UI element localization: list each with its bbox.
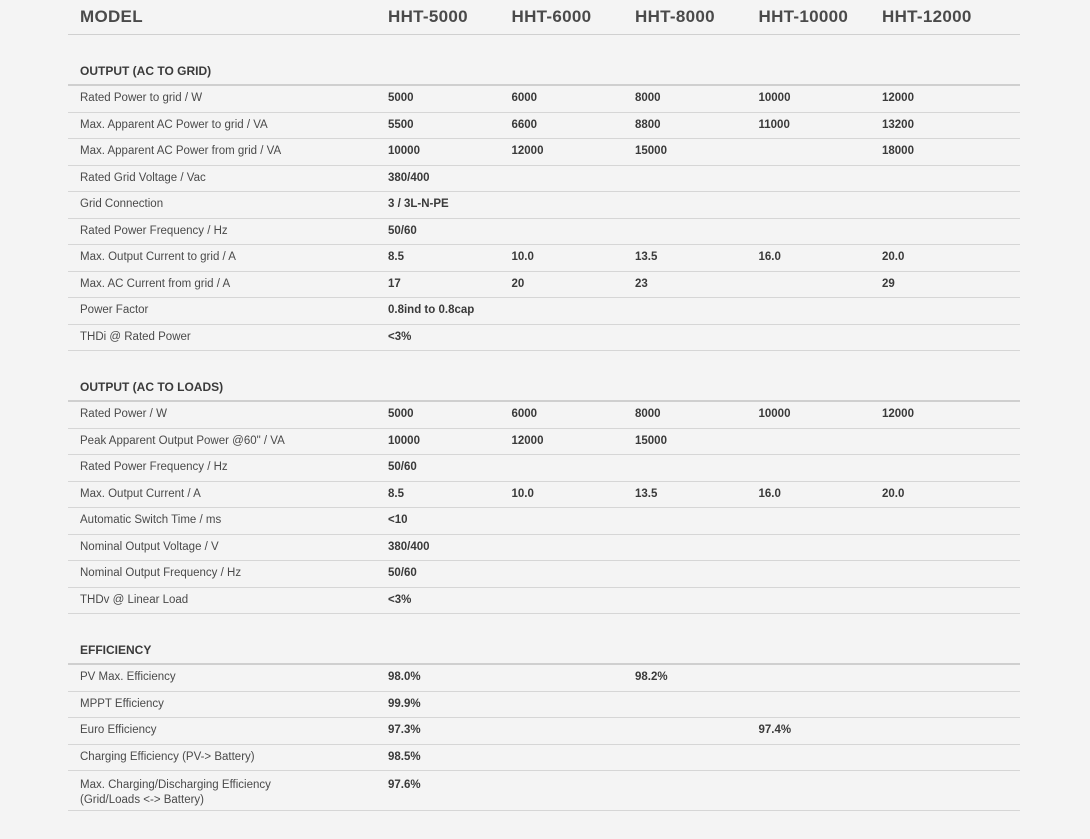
spec-row	[68, 245, 1020, 272]
spec-value: 380/400	[388, 540, 430, 553]
spec-sections	[68, 35, 1020, 811]
spec-row	[68, 665, 1020, 692]
spec-row	[68, 86, 1020, 113]
spec-value: 20.0	[882, 487, 905, 500]
spec-value: 6000	[511, 92, 538, 105]
spec-row	[68, 508, 1020, 535]
spec-value: 16.0	[758, 487, 781, 500]
spec-value: 17	[388, 277, 401, 290]
spec-value: 8.5	[388, 251, 404, 264]
spec-row	[68, 139, 1020, 166]
spec-row-label: Charging Efficiency (PV-> Battery)	[80, 750, 255, 763]
spec-row-label: Max. Output Current / A	[80, 487, 201, 500]
spec-row	[68, 535, 1020, 562]
spec-row-label: Nominal Output Frequency / Hz	[80, 567, 242, 580]
spec-value: 50/60	[388, 224, 417, 237]
spec-value: 20	[511, 277, 525, 290]
spec-row	[68, 402, 1020, 429]
spec-value: 10000	[758, 408, 791, 421]
spec-value: 13.5	[635, 251, 658, 264]
spec-value: 12000	[511, 145, 544, 158]
section-spacer	[68, 35, 1020, 61]
spec-value: 50/60	[388, 461, 417, 474]
spec-row	[68, 113, 1020, 140]
spec-row	[68, 192, 1020, 219]
spec-row	[68, 298, 1020, 325]
spec-row-label: MPPT Efficiency	[80, 697, 164, 710]
spec-value: 10.0	[511, 487, 534, 500]
spec-value: 8800	[635, 118, 661, 131]
spec-value: 3 / 3L-N-PE	[388, 198, 449, 211]
spec-value: 29	[882, 277, 895, 290]
section-title: EFFICIENCY	[68, 640, 1020, 665]
spec-row-label: Grid Connection	[80, 198, 164, 211]
spec-value: 6600	[511, 118, 538, 131]
spec-row-label: Max. Apparent AC Power from grid / VA	[80, 145, 282, 158]
spec-value: 8000	[635, 408, 661, 421]
spec-value: <3%	[388, 593, 412, 606]
spec-row	[68, 745, 1020, 772]
spec-value: 10000	[758, 92, 791, 105]
spec-row-label-line: (Grid/Loads <-> Battery)	[80, 794, 204, 806]
spec-row-label: Max. Apparent AC Power to grid / VA	[80, 118, 268, 131]
spec-row-label: THDi @ Rated Power	[80, 330, 191, 343]
spec-value: 13200	[882, 118, 914, 131]
spec-value: 12000	[511, 434, 544, 447]
spec-value: 8.5	[388, 487, 404, 500]
spec-row-label: Power Factor	[80, 304, 149, 317]
spec-row-label	[68, 778, 388, 808]
spec-value: 5000	[388, 92, 414, 105]
spec-row	[68, 166, 1020, 193]
spec-value: <10	[388, 514, 408, 527]
spec-value: 50/60	[388, 567, 417, 580]
section-spacer	[68, 351, 1020, 377]
spec-row	[68, 219, 1020, 246]
spec-value: 12000	[882, 408, 914, 421]
spec-value: 23	[635, 277, 648, 290]
spec-row-label: Euro Efficiency	[80, 724, 157, 737]
spec-value: 5500	[388, 118, 414, 131]
spec-value: 8000	[635, 92, 661, 105]
spec-row-label: Rated Grid Voltage / Vac	[80, 171, 206, 184]
spec-row	[68, 429, 1020, 456]
spec-row	[68, 588, 1020, 615]
spec-row	[68, 771, 1020, 811]
spec-value: 13.5	[635, 487, 658, 500]
spec-row	[68, 325, 1020, 352]
model-name: HHT-6000	[511, 7, 592, 26]
spec-value: 20.0	[882, 251, 905, 264]
spec-value: 97.6%	[388, 779, 421, 791]
model-name: HHT-12000	[882, 7, 972, 26]
spec-row	[68, 455, 1020, 482]
spec-value: 12000	[882, 92, 914, 105]
spec-value: 97.3%	[388, 724, 421, 737]
spec-value: 11000	[758, 118, 790, 131]
spec-row	[68, 272, 1020, 299]
section-title: OUTPUT (AC TO LOADS)	[68, 377, 1020, 402]
spec-value: 15000	[635, 434, 667, 447]
spec-value: 16.0	[758, 251, 781, 264]
spec-row-label: Max. Output Current to grid / A	[80, 251, 236, 264]
spec-row-label: Rated Power to grid / W	[80, 92, 203, 105]
spec-row-label: PV Max. Efficiency	[80, 671, 176, 684]
spec-row	[68, 718, 1020, 745]
spec-row-label: Rated Power Frequency / Hz	[80, 461, 228, 474]
spec-value: 6000	[511, 408, 538, 421]
spec-row	[68, 482, 1020, 509]
model-header-label: MODEL	[80, 7, 143, 26]
spec-value: 5000	[388, 408, 414, 421]
spec-row-label: Rated Power Frequency / Hz	[80, 224, 228, 237]
section-title: OUTPUT (AC TO GRID)	[68, 61, 1020, 86]
spec-value: 10.0	[511, 251, 534, 264]
spec-row	[68, 561, 1020, 588]
model-header-row	[68, 0, 1020, 35]
model-name: HHT-5000	[388, 7, 468, 26]
spec-row-label: THDv @ Linear Load	[80, 593, 189, 606]
spec-value: 98.5%	[388, 750, 421, 763]
spec-value: 10000	[388, 434, 420, 447]
spec-row-label: Rated Power / W	[80, 408, 167, 421]
spec-value: 98.0%	[388, 671, 421, 684]
spec-value: 99.9%	[388, 697, 421, 710]
spec-value: 98.2%	[635, 671, 668, 684]
model-name: HHT-10000	[758, 7, 849, 26]
spec-value: 18000	[882, 145, 914, 158]
spec-value: 380/400	[388, 171, 430, 184]
spec-row	[68, 692, 1020, 719]
spec-value: 0.8ind to 0.8cap	[388, 304, 475, 317]
spec-row-label: Automatic Switch Time / ms	[80, 514, 222, 527]
spec-table	[68, 0, 1020, 811]
spec-row-label: Max. AC Current from grid / A	[80, 277, 231, 290]
spec-row-label: Peak Apparent Output Power @60" / VA	[80, 434, 285, 447]
spec-row-label-line: Max. Charging/Discharging Efficiency	[80, 779, 271, 791]
spec-value: <3%	[388, 330, 412, 343]
spec-value: 15000	[635, 145, 667, 158]
spec-value: 97.4%	[758, 724, 792, 737]
section-spacer	[68, 614, 1020, 640]
spec-value: 10000	[388, 145, 420, 158]
model-name: HHT-8000	[635, 7, 715, 26]
spec-row-label: Nominal Output Voltage / V	[80, 540, 219, 553]
